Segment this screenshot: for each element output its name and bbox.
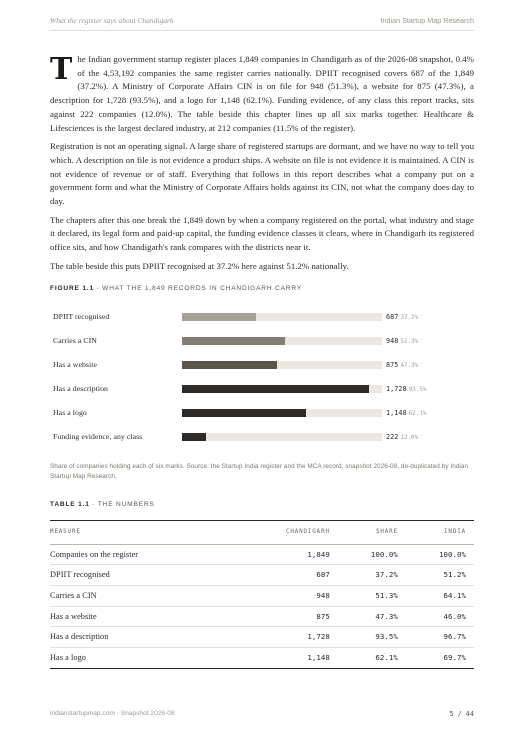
cell-share: 37.2% xyxy=(338,565,406,586)
bar-count: 1,728 xyxy=(386,385,407,394)
bar-row xyxy=(50,408,474,418)
bar-value-label xyxy=(386,360,418,371)
table-row xyxy=(50,544,474,565)
page-content xyxy=(50,53,474,669)
table-row xyxy=(50,586,474,607)
table-row xyxy=(50,627,474,648)
cell-measure: Has a description xyxy=(50,627,237,648)
numbers-table xyxy=(50,520,474,669)
cell-measure: Companies on the register xyxy=(50,544,237,565)
cell-india: 51.2% xyxy=(406,565,474,586)
bar-track xyxy=(182,409,382,417)
cell-measure: Has a website xyxy=(50,606,237,627)
cell-share: 100.0% xyxy=(338,544,406,565)
cell-india: 64.1% xyxy=(406,586,474,607)
bar xyxy=(182,361,277,369)
bar-row xyxy=(50,360,474,370)
figure-title: · WHAT THE 1,849 RECORDS IN CHANDIGARH CARRY xyxy=(93,284,302,292)
figure-number: FIGURE 1.1 xyxy=(50,284,94,292)
chapter-title: What the register says about Chandigarh xyxy=(50,16,174,25)
col-share: SHARE xyxy=(338,520,406,544)
bar-category-label: Carries a CIN xyxy=(53,336,97,346)
table-number: TABLE 1.1 xyxy=(50,501,90,509)
running-header xyxy=(50,16,474,25)
bar-value-label xyxy=(386,312,418,323)
cell-india: 100.0% xyxy=(406,544,474,565)
footer-source: indianstartupmap.com · Snapshot 2026-08 xyxy=(50,710,175,717)
bar xyxy=(182,409,306,417)
cell-share: 93.5% xyxy=(338,627,406,648)
table-header-row xyxy=(50,520,474,544)
figure-label xyxy=(50,282,474,296)
col-chandigarh: CHANDIGARH xyxy=(237,520,338,544)
bar-percent: 93.5% xyxy=(408,387,427,394)
cell-chandigarh: 687 xyxy=(237,565,338,586)
drop-cap: T xyxy=(50,52,73,87)
cell-india: 46.0% xyxy=(406,606,474,627)
body-paragraph-3: The chapters after this one break the 1,849 down by when a company registered on the portal, what industry and stage it declared, its legal form and paid-up capital, the funding evidence classes it clears, where in Chandigarh its registered office sits, and how Chandigarh's rank compares with the districts near it. xyxy=(50,214,474,253)
cell-chandigarh: 1,148 xyxy=(237,648,338,669)
bar-percent: 47.3% xyxy=(400,363,419,370)
page-number: 5 / 44 xyxy=(449,710,474,718)
page-footer xyxy=(50,710,474,718)
table-title: · THE NUMBERS xyxy=(89,501,155,509)
intro-paragraph xyxy=(50,53,474,135)
bar-row xyxy=(50,432,474,442)
bar-percent: 62.1% xyxy=(408,411,427,418)
cell-share: 62.1% xyxy=(338,648,406,669)
bar-count: 687 xyxy=(386,313,399,322)
bar xyxy=(182,337,285,345)
body-paragraph-4: The table beside this puts DPIIT recognised at 37.2% here against 51.2% nationally. xyxy=(50,260,349,271)
intro-text: he Indian government startup register places 1,849 companies in Chandigarh as of the 2026-08 snapshot, 0.4% of the 4,53,192 companies the same register carries nationally. DPIIT recognised covers 687 of the 1,849 (37.2%). A Ministry of Corporate Affairs CIN is on file for 948 (51.3%), a website for 875 (47.3%), a description for 1,728 (93.5%), and a logo for 1,148 (62.1%). Funding evidence, of any class this report tracks, sits against 222 companies (12.0%). The table beside this chapter lines up all six marks together. Healthcare & Lifesciences is the largest declared industry, at 212 companies (11.5% of the register). xyxy=(50,54,474,133)
col-measure: MEASURE xyxy=(50,520,237,544)
table-row xyxy=(50,648,474,669)
bar xyxy=(182,313,256,321)
bar-row xyxy=(50,336,474,346)
bar-category-label: Has a website xyxy=(53,360,97,370)
col-india: INDIA xyxy=(406,520,474,544)
cell-measure: DPIIT recognised xyxy=(50,565,237,586)
cell-india: 69.7% xyxy=(406,648,474,669)
bar-row xyxy=(50,384,474,394)
cell-chandigarh: 1,728 xyxy=(237,627,338,648)
cell-chandigarh: 948 xyxy=(237,586,338,607)
bar-category-label: DPIIT recognised xyxy=(53,312,110,322)
cell-measure: Has a logo xyxy=(50,648,237,669)
table-row xyxy=(50,565,474,586)
bar-category-label: Has a description xyxy=(53,384,108,394)
cell-measure: Carries a CIN xyxy=(50,586,237,607)
table-row xyxy=(50,606,474,627)
bar-percent: 37.2% xyxy=(400,315,419,322)
bar-track xyxy=(182,385,382,393)
bar-value-label xyxy=(386,408,426,419)
body-paragraph-2: Registration is not an operating signal. A large share of registered startups are dormant, and we have no way to tell you which. A description on file is not evidence a product ships. A website on file is not evidence it is maintained. A CIN is not evidence of revenue or of staff. Everything that follows in this report describes what a company put on a government form and what the Ministry of Corporate Affairs holds against its CIN, not what the company does day to day. xyxy=(50,141,474,207)
bar xyxy=(182,433,206,441)
cell-india: 96.7% xyxy=(406,627,474,648)
bar-chart xyxy=(50,308,474,458)
table-body xyxy=(50,544,474,668)
bar-count: 875 xyxy=(386,361,399,370)
bar xyxy=(182,385,369,393)
bar-percent: 12.0% xyxy=(400,435,419,442)
header-divider xyxy=(50,30,474,31)
bar-track xyxy=(182,337,382,345)
bar-count: 948 xyxy=(386,337,399,346)
table-label xyxy=(50,498,474,512)
figure-caption: Share of companies holding each of six marks. Source: the Startup India register and the MCA record, snapshot 2026-08, de-duplicated by Indian Startup Map Research. xyxy=(50,463,469,481)
bar-category-label: Funding evidence, any class xyxy=(53,432,143,442)
bar-count: 222 xyxy=(386,433,399,442)
publication-name: Indian Startup Map Research xyxy=(380,16,474,25)
cell-chandigarh: 1,849 xyxy=(237,544,338,565)
bar-count: 1,148 xyxy=(386,409,407,418)
bar-value-label xyxy=(386,432,418,443)
bar-value-label xyxy=(386,336,418,347)
bar-row xyxy=(50,312,474,322)
cell-chandigarh: 875 xyxy=(237,606,338,627)
cell-share: 51.3% xyxy=(338,586,406,607)
bar-percent: 51.3% xyxy=(400,339,419,346)
bar-track xyxy=(182,313,382,321)
bar-track xyxy=(182,433,382,441)
bar-category-label: Has a logo xyxy=(53,408,87,418)
bar-track xyxy=(182,361,382,369)
bar-value-label xyxy=(386,384,426,395)
cell-share: 47.3% xyxy=(338,606,406,627)
